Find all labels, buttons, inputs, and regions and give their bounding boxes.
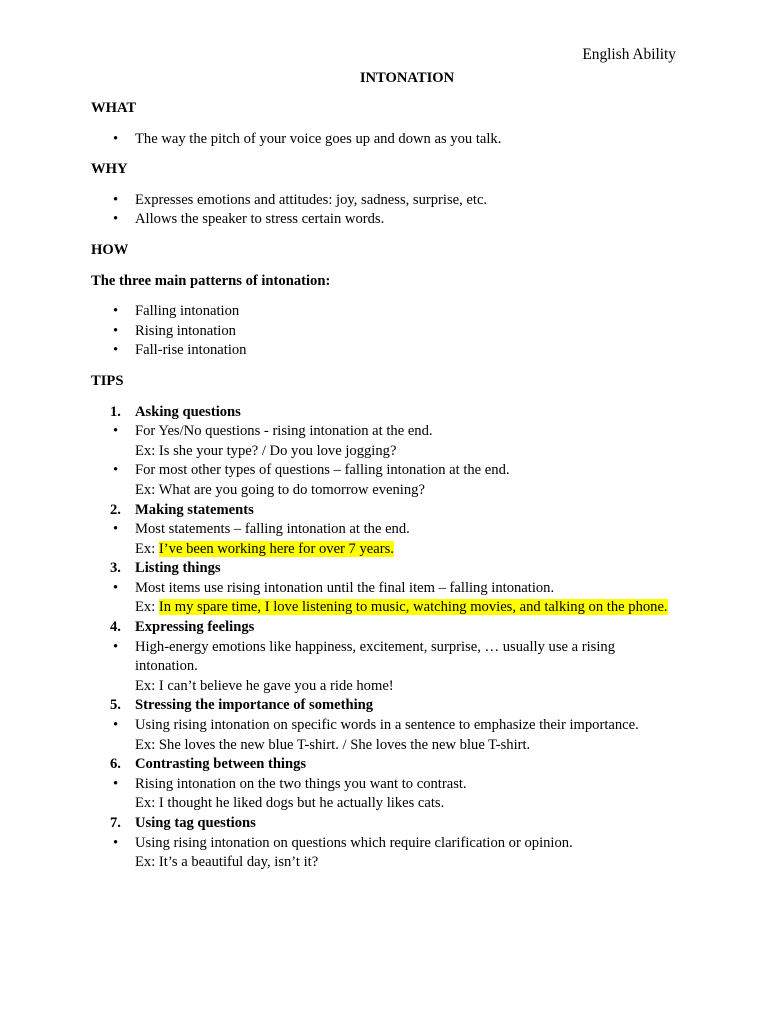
document-body	[91, 99, 681, 873]
tip-title-text: Listing things	[135, 560, 221, 577]
tip-example: Ex: It’s a beautiful day, isn’t it?	[135, 854, 319, 871]
tip-title-text: Using tag questions	[135, 815, 256, 831]
tip-example: Ex: I thought he liked dogs but he actually likes cats.	[135, 795, 445, 812]
how-list	[91, 302, 681, 361]
tip-number: 5.	[110, 697, 121, 714]
tip-title-text: Stressing the importance of something	[135, 697, 374, 714]
list-item: • Allows the speaker to stress certain words.	[91, 210, 681, 230]
page-title: INTONATION	[359, 70, 455, 86]
tip-bullet: • Using rising intonation on specific words in a sentence to emphasize their importance.	[91, 716, 681, 736]
tip-example: Ex: Is she your type? / Do you love jogging?	[135, 442, 397, 459]
header-label: English Ability	[582, 46, 676, 63]
tip-title	[91, 559, 681, 579]
tip-bullet: • Rising intonation on the two things you want to contrast.	[91, 775, 681, 795]
highlighted-text: In my spare time, I love listening to music, watching movies, and talking on the phone.	[158, 599, 668, 616]
tip-bullet: • Most statements – falling intonation at the end.	[91, 520, 681, 540]
tip-bullet: • High-energy emotions like happiness, excitement, surprise, … usually use a rising intonation.	[91, 638, 681, 677]
tip-title	[91, 814, 681, 834]
tip-title	[91, 618, 681, 638]
list-item: • Expresses emotions and attitudes: joy, sadness, surprise, etc.	[91, 191, 681, 211]
how-subheading: The three main patterns of intonation:	[91, 272, 331, 289]
tip-bullet: • For Yes/No questions - rising intonation at the end.	[91, 422, 681, 442]
tip-title-text: Expressing feelings	[135, 619, 255, 636]
list-item: • The way the pitch of your voice goes up and down as you talk.	[91, 130, 681, 150]
tip-title-text: Asking questions	[135, 403, 241, 420]
section-heading-how: HOW	[91, 241, 129, 258]
tip-example	[91, 598, 681, 618]
tip-number: 2.	[110, 501, 121, 518]
example-prefix: Ex:	[135, 540, 159, 557]
tip-number: 1.	[110, 403, 121, 420]
tip-title	[91, 501, 681, 521]
tip-number: 7.	[110, 815, 121, 831]
tip-bullet: • Most items use rising intonation until the final item – falling intonation.	[91, 579, 681, 599]
tip-example: Ex: I can’t believe he gave you a ride home!	[135, 677, 394, 694]
tips-list	[91, 403, 681, 873]
tip-title-text: Making statements	[135, 501, 254, 518]
tip-title-text: Contrasting between things	[135, 756, 307, 773]
tip-title	[91, 696, 681, 716]
tip-bullet: • For most other types of questions – falling intonation at the end.	[91, 461, 681, 481]
example-prefix: Ex:	[135, 599, 159, 616]
what-list	[91, 130, 681, 150]
why-list	[91, 191, 681, 230]
tip-example: Ex: She loves the new blue T-shirt. / She loves the new blue T-shirt.	[135, 736, 531, 753]
section-heading-why: WHY	[91, 161, 128, 178]
tip-number: 6.	[110, 756, 121, 773]
tip-number: 4.	[110, 619, 121, 636]
list-item: • Fall-rise intonation	[91, 341, 681, 361]
tip-title	[91, 755, 681, 775]
tip-example	[91, 540, 681, 560]
tip-example: Ex: What are you going to do tomorrow evening?	[135, 481, 425, 498]
section-heading-what: WHAT	[91, 100, 137, 116]
tip-number: 3.	[110, 560, 121, 577]
highlighted-text: I’ve been working here for over 7 years.	[158, 540, 394, 557]
section-heading-tips: TIPS	[91, 372, 124, 389]
tip-title	[91, 403, 681, 423]
tip-bullet: • Using rising intonation on questions which require clarification or opinion.	[91, 834, 681, 854]
list-item: • Falling intonation	[91, 302, 681, 322]
list-item: • Rising intonation	[91, 322, 681, 342]
